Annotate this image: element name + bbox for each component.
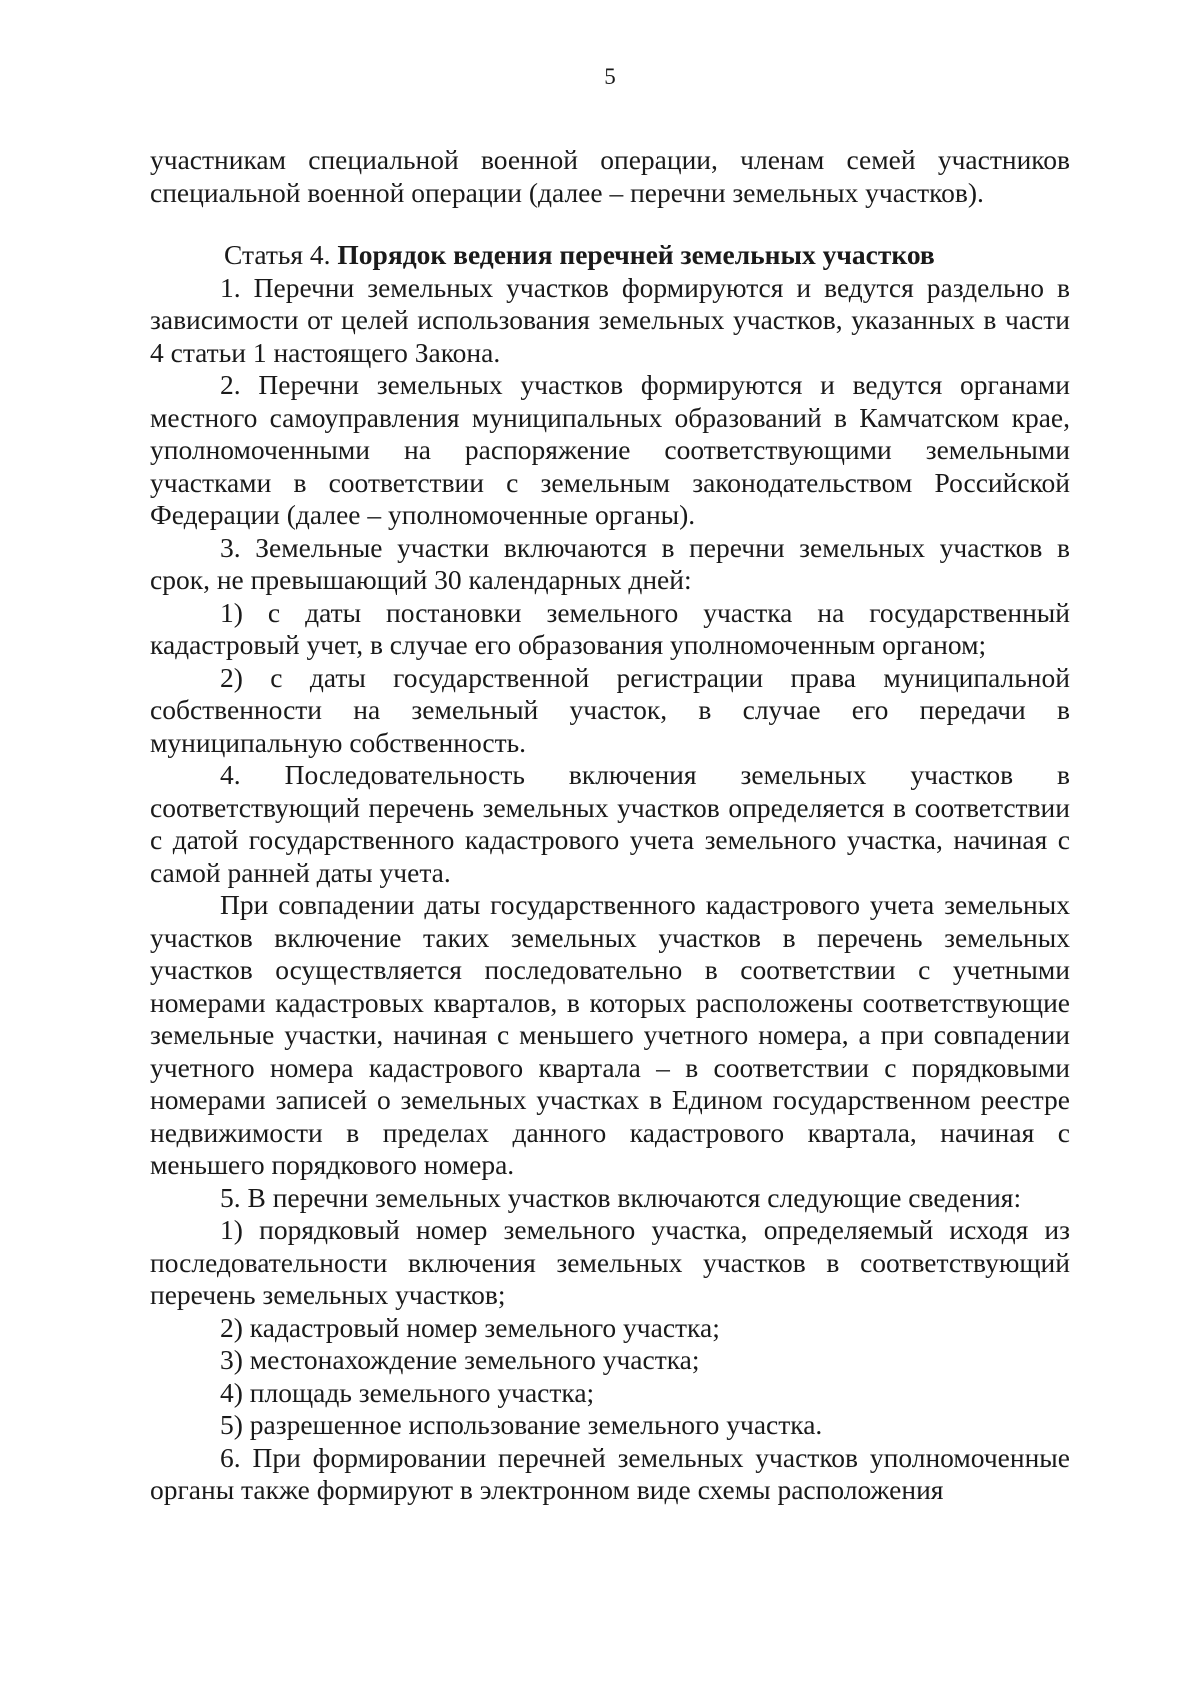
paragraph-5-item-3: 3) местонахождение земельного участка; xyxy=(220,1344,700,1375)
paragraph-1: 1. Перечни земельных участков формируются и ведутся раздельно в зависимости от целей использования земельных участков, указанных в части 4 статьи 1 настоящего Закона. xyxy=(150,271,1070,368)
article-heading xyxy=(150,239,1070,272)
paragraph-3-item-2: 2) с даты государственной регистрации права муниципальной собственности на земельный участок, в случае его передачи в муниципальную собственность. xyxy=(150,661,1070,758)
paragraph-intro: участникам специальной военной операции, членам семей участников специальной военной операции (далее – перечни земельных участков). xyxy=(150,144,1070,208)
paragraph-4-continued: При совпадении даты государственного кадастрового учета земельных участков включение таких земельных участков в перечень земельных участков осуществляется последовательно в соответствии с учетными номерами кадастровых кварталов, в которых расположены соответствующие земельные участки, начиная с меньшего учетного номера, а при совпадении учетного номера кадастрового квартала – в соответствии с порядковыми номерами записей о земельных участках в Едином государственном реестре недвижимости в пределах данного кадастрового квартала, начиная с меньшего порядкового номера. xyxy=(150,889,1070,1180)
document-body xyxy=(150,144,1070,1507)
page-number: 5 xyxy=(604,64,616,89)
paragraph-3-item-1: 1) с даты постановки земельного участка на государственный кадастровый учет, в случае его образования уполномоченным органом; xyxy=(150,596,1070,660)
paragraph-6: 6. При формировании перечней земельных участков уполномоченные органы также формируют в электронном виде схемы расположения xyxy=(150,1441,1070,1505)
paragraph-5: 5. В перечни земельных участков включаются следующие сведения: xyxy=(220,1181,1022,1213)
article-number: Статья 4. xyxy=(224,239,331,270)
paragraph-5-item-5: 5) разрешенное использование земельного участка. xyxy=(220,1409,823,1440)
paragraph-5-item-4: 4) площадь земельного участка; xyxy=(220,1376,595,1408)
paragraph-5-item-2: 2) кадастровый номер земельного участка; xyxy=(220,1311,720,1343)
paragraph-2: 2. Перечни земельных участков формируются и ведутся органами местного самоуправления муниципальных образований в Камчатском крае, уполномоченными на распоряжение соответствующими земельными участками в соответствии с земельным законодательством Российской Федерации (далее – уполномоченные органы). xyxy=(150,369,1070,530)
article-title: Порядок ведения перечней земельных участков xyxy=(337,239,935,270)
paragraph-5-item-1: 1) порядковый номер земельного участка, определяемый исходя из последовательности включения земельных участков в соответствующий перечень земельных участков; xyxy=(150,1214,1070,1310)
paragraph-3: 3. Земельные участки включаются в перечни земельных участков в срок, не превышающий 30 календарных дней: xyxy=(150,531,1070,595)
paragraph-4: 4. Последовательность включения земельных участков в соответствующий перечень земельных участков определяется в соответствии с датой государственного кадастрового учета земельного участка, начиная с самой ранней даты учета. xyxy=(150,759,1070,888)
